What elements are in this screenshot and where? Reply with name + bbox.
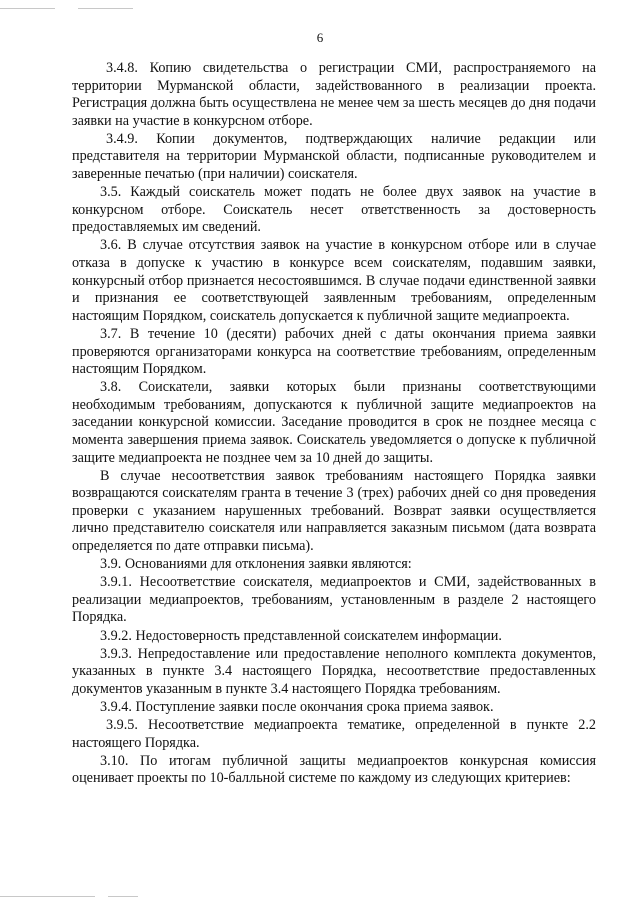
paragraph-3-4-8: 3.4.8. Копию свидетельства о регистрации СМИ, распространяемого на территории Мурманской области, задействованного в реализации проекта. Регистрация должна быть осуществлена не менее чем за шесть месяцев до дня подачи заявки на участие в конкурсном отборе. — [72, 60, 596, 129]
document-body — [72, 60, 596, 788]
paragraph-3-10: 3.10. По итогам публичной защиты медиапроектов конкурсная комиссия оценивает проекты по 10-балльной системе по каждому из следующих критериев: — [72, 752, 596, 787]
paragraph-3-9: 3.9. Основаниями для отклонения заявки являются: — [100, 556, 412, 573]
paragraph-3-9-2: 3.9.2. Недостоверность представленной соискателем информации. — [100, 627, 502, 644]
paragraph-3-7: 3.7. В течение 10 (десяти) рабочих дней с даты окончания приема заявки проверяются организаторами конкурса на соответствие требованиям, определенным настоящим Порядком. — [72, 325, 596, 378]
scan-artifact-line — [108, 896, 138, 897]
paragraph-3-4-9: 3.4.9. Копии документов, подтверждающих наличие редакции или представителя на территории Мурманской области, подписанные руководителем и заверенные печатью (при наличии) соискателя. — [72, 130, 596, 183]
page-number: 6 — [316, 30, 324, 45]
paragraph-3-9-1: 3.9.1. Несоответствие соискателя, медиапроектов и СМИ, задействованных в реализации медиапроектов, требованиям, установленным в разделе 2 настоящего Порядка. — [72, 574, 596, 626]
paragraph-3-8-return: В случае несоответствия заявок требованиям настоящего Порядка заявки возвращаются соискателям гранта в течение 3 (трех) рабочих дней со дня проведения проверки с указанием нарушенных требований. Возврат заявки осуществляется лично представителю соискателя или направляется заказным письмом (дата возврата определяется по дате отправки письма). — [72, 467, 596, 555]
paragraph-3-6: 3.6. В случае отсутствия заявок на участие в конкурсном отборе или в случае отказа в допуске к участию в конкурсе всем соискателям, подавшим заявки, конкурсный отбор признается несостоявшимся. В случае подачи единственной заявки и признания ее соответствующей заявленным требованиям, определенным настоящим Порядком, соискатель допускается к публичной защите медиапроекта. — [72, 237, 596, 324]
scan-artifact-line — [0, 896, 95, 897]
scan-artifact-line — [78, 8, 133, 9]
scan-artifact-line — [0, 8, 55, 9]
paragraph-3-8: 3.8. Соискатели, заявки которых были признаны соответствующими необходимым требованиям, допускаются к публичной защите медиапроектов на заседании конкурсной комиссии. Заседание проводится в срок не позднее месяца с момента завершения приема заявок. Соискатель уведомляется о допуске к публичной защите медиапроекта не позднее чем за 10 дней до защиты. — [72, 379, 596, 466]
paragraph-3-9-3: 3.9.3. Непредоставление или предоставление неполного комплекта документов, указанных в пункте 3.4 настоящего Порядка, несоответствие предоставленных документов указанным в пункте 3.4 настоящего Порядка требованиям. — [72, 645, 596, 697]
paragraph-3-9-4: 3.9.4. Поступление заявки после окончания срока приема заявок. — [100, 698, 494, 715]
paragraph-3-9-5: 3.9.5. Несоответствие медиапроекта тематике, определенной в пункте 2.2 настоящего Порядка. — [72, 716, 596, 751]
paragraph-3-5: 3.5. Каждый соискатель может подать не более двух заявок на участие в конкурсном отборе. Соискатель несет ответственность за достоверность предоставляемых им сведений. — [72, 184, 596, 236]
